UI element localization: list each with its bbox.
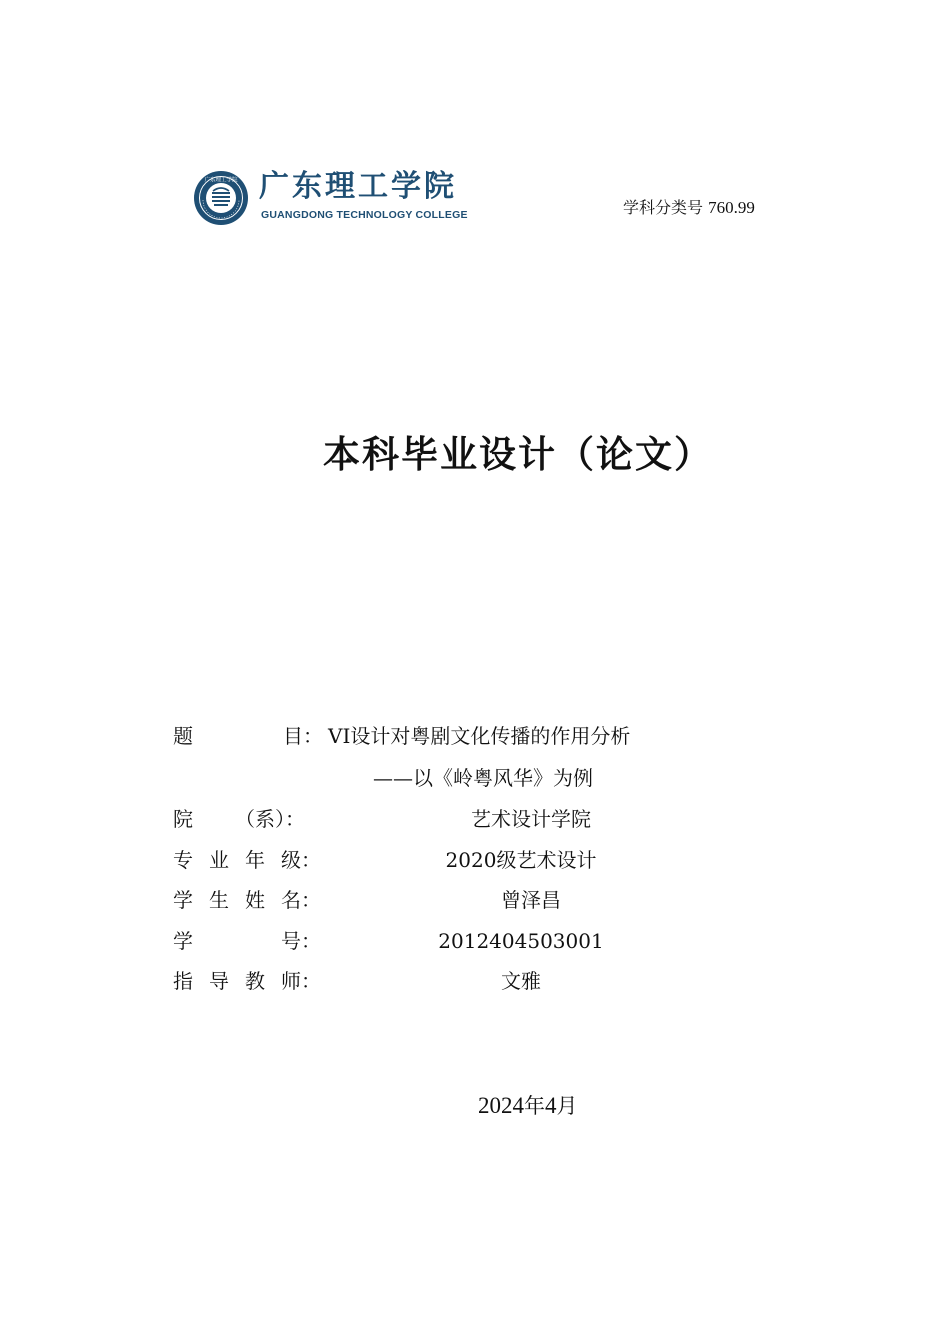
classification-number: 760.99 [708,198,755,217]
student-label-part: 学 [173,888,193,912]
college-label-part: 院 [173,807,193,831]
major-label-part: 级： [281,848,321,872]
advisor-value: 文雅 [501,969,541,993]
student-id-label-part: 号： [281,929,321,953]
school-logo [193,168,483,228]
student-label-part: 名： [281,888,321,912]
college-value: 艺术设计学院 [471,807,591,831]
advisor-label-part: 教 [245,969,265,993]
student-id-value: 2012404503001 [438,929,604,953]
topic-label-part: 题 [173,724,193,748]
major-row [173,846,733,874]
major-label-part: 业 [209,848,229,872]
topic-value-line2: ——以《岭粤风华》为例 [373,766,593,790]
major-value: 2020级艺术设计 [445,848,597,872]
date-month: 4 [545,1093,557,1118]
topic-value-line1: VI设计对粤剧文化传播的作用分析 [328,724,631,748]
advisor-label-part: 指 [173,969,193,993]
date-month-unit: 月 [556,1094,578,1118]
student-label-part: 姓 [245,888,265,912]
topic-label-part: 目： [283,724,323,748]
college-row [173,805,733,833]
emblem-text: 广东理工学院 [204,177,238,184]
date-year-unit: 年 [524,1094,545,1118]
date-year: 2024 [478,1093,524,1118]
topic-row-continued [173,764,733,792]
student-name-row [173,886,733,914]
school-name-cn: 广东理工学院 [259,169,457,204]
submission-date [478,1090,578,1120]
school-emblem-icon [193,170,249,226]
school-name-en: GUANGDONG TECHNOLOGY COLLEGE [261,209,468,221]
advisor-label-part: 导 [209,969,229,993]
major-label-part: 年 [245,848,265,872]
advisor-label-part: 师： [281,969,321,993]
major-label-part: 专 [173,848,193,872]
classification-code [623,195,755,218]
student-label-part: 生 [209,888,229,912]
page-title: 本科毕业设计（论文） [323,433,713,476]
student-id-row [173,927,733,955]
college-label-part: （系）： [235,807,305,831]
student-name-value: 曾泽昌 [501,888,561,912]
student-id-label-part: 学 [173,929,193,953]
advisor-row [173,967,733,995]
classification-label: 学科分类号 [623,198,704,217]
topic-row [173,722,733,750]
